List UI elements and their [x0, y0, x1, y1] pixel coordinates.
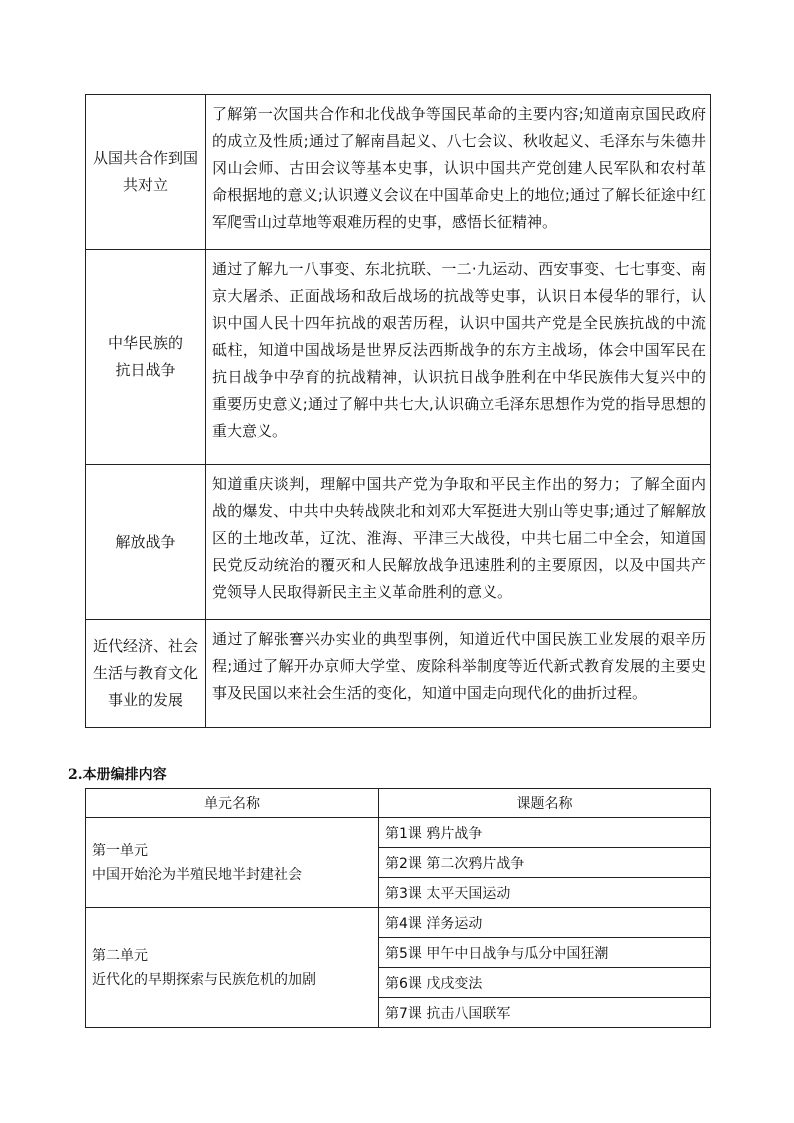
column-header-lesson: 课题名称: [379, 789, 711, 818]
description-cell: 通过了解张謇兴办实业的典型事例，知道近代中国民族工业发展的艰辛历程;通过了解开办京师大学堂、废除科举制度等近代新式教育发展的主要史事及民国以来社会生活的变化，知道中国走向现代化的曲折过程。: [206, 620, 711, 728]
topic-cell: 从国共合作到国共对立: [86, 95, 206, 250]
description-cell: 通过了解九一八事变、东北抗联、一二·九运动、西安事变、七七事变、南京大屠杀、正面战场和敌后战场的抗战等史事，认识日本侵华的罪行，认识中国人民十四年抗战的艰苦历程，认识中国共产党是全民族抗战的中流砥柱，知道中国战场是世界反法西斯战争的东方主战场，体会中国军民在抗日战争中孕育的抗战精神，认识抗日战争胜利在中华民族伟大复兴中的重要历史意义;通过了解中共七大,认识确立毛泽东思想作为党的指导思想的重大意义。: [206, 250, 711, 465]
column-header-unit: 单元名称: [86, 789, 379, 818]
description-cell: 知道重庆谈判，理解中国共产党为争取和平民主作出的努力；了解全面内战的爆发、中共中央转战陕北和刘邓大军挺进大别山等史事;通过了解解放区的土地改革，辽沈、淮海、平津三大战役，中共七届二中全会，知道国民党反动统治的覆灭和人民解放战争迅速胜利的主要原因，以及中国共产党领导人民取得新民主主义革命胜利的意义。: [206, 465, 711, 620]
table-row: [86, 818, 711, 848]
lesson-cell: 第1课 鸦片战争: [379, 818, 711, 848]
lesson-cell: 第2课 第二次鸦片战争: [379, 848, 711, 878]
lesson-cell: 第7课 抗击八国联军: [379, 998, 711, 1028]
lesson-cell: 第3课 太平天国运动: [379, 878, 711, 908]
lesson-cell: 第6课 戊戌变法: [379, 968, 711, 998]
table-row: [86, 465, 711, 620]
description-cell: 了解第一次国共合作和北伐战争等国民革命的主要内容;知道南京国民政府的成立及性质;通过了解南昌起义、八七会议、秋收起义、毛泽东与朱德井冈山会师、古田会议等基本史事，认识中国共产党创建人民军队和农村革命根据地的意义;认识遵义会议在中国革命史上的地位;通过了解长征途中红军爬雪山过草地等艰难历程的史事，感悟长征精神。: [206, 95, 711, 250]
curriculum-requirements-table: [85, 94, 711, 728]
section-heading: 2.本册编排内容: [68, 767, 167, 783]
topic-cell: 解放战争: [86, 465, 206, 620]
unit-name-cell: 第二单元 近代化的早期探索与民族危机的加剧: [86, 908, 379, 1028]
table-header-row: [86, 789, 711, 818]
topic-cell: 近代经济、社会生活与教育文化事业的发展: [86, 620, 206, 728]
table-row: [86, 908, 711, 938]
topic-cell: 中华民族的 抗日战争: [86, 250, 206, 465]
table-row: [86, 620, 711, 728]
unit-name-cell: 第一单元 中国开始沦为半殖民地半封建社会: [86, 818, 379, 908]
lesson-cell: 第5课 甲午中日战争与瓜分中国狂潮: [379, 938, 711, 968]
table-row: [86, 95, 711, 250]
lesson-cell: 第4课 洋务运动: [379, 908, 711, 938]
book-contents-table: [85, 788, 711, 1028]
table-row: [86, 250, 711, 465]
